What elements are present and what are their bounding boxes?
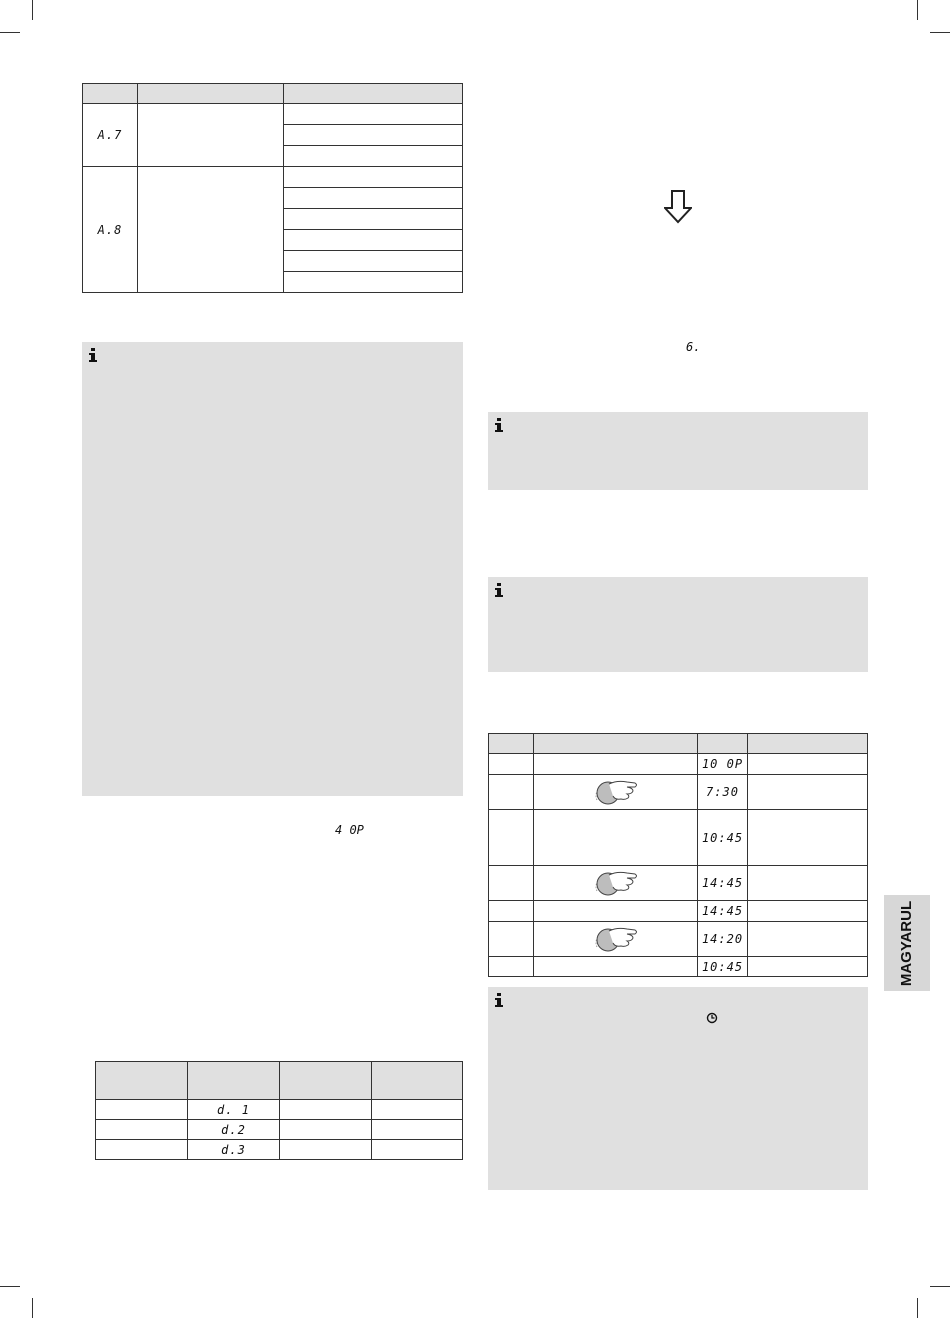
program-table-a	[82, 83, 463, 293]
table-cell	[489, 922, 534, 957]
header-cell	[748, 734, 868, 754]
table-cell	[489, 810, 534, 866]
table-header-row	[83, 84, 463, 104]
table-cell	[284, 146, 463, 167]
table-row	[489, 810, 868, 866]
lcd-time: 14:20	[698, 922, 748, 957]
table-cell	[284, 125, 463, 146]
lcd-time: 14:45	[698, 866, 748, 901]
table-cell	[748, 775, 868, 810]
table-row	[489, 754, 868, 775]
lcd-code: d. 1	[188, 1100, 280, 1120]
header-cell	[534, 734, 698, 754]
table-row	[489, 901, 868, 922]
crop-mark	[32, 0, 33, 20]
table-cell	[284, 230, 463, 251]
lcd-time: 10 0P	[698, 754, 748, 775]
lcd-time: 10:45	[698, 957, 748, 977]
table-cell	[489, 775, 534, 810]
table-cell	[280, 1100, 372, 1120]
table-cell	[284, 104, 463, 125]
header-cell	[138, 84, 284, 104]
lcd-code: d.3	[188, 1140, 280, 1160]
header-cell	[96, 1062, 188, 1100]
table-cell	[280, 1140, 372, 1160]
table-cell	[489, 866, 534, 901]
table-cell	[489, 957, 534, 977]
table-cell	[372, 1100, 463, 1120]
header-cell	[284, 84, 463, 104]
crop-mark	[0, 32, 20, 33]
lcd-code-off: 4 0P	[335, 823, 364, 837]
crop-mark	[930, 1286, 950, 1287]
header-cell	[372, 1062, 463, 1100]
table-cell	[748, 957, 868, 977]
language-side-tab	[884, 895, 930, 991]
crop-mark	[32, 1298, 33, 1318]
table-cell	[748, 866, 868, 901]
header-cell	[280, 1062, 372, 1100]
table-cell	[284, 167, 463, 188]
crop-mark	[917, 1298, 918, 1318]
lcd-code-step: 6.	[686, 340, 701, 354]
table-cell	[489, 754, 534, 775]
crop-mark	[0, 1286, 20, 1287]
table-cell	[372, 1120, 463, 1140]
info-note-box	[82, 342, 463, 796]
table-cell	[96, 1140, 188, 1160]
table-cell	[489, 901, 534, 922]
info-icon	[88, 348, 98, 362]
lcd-time: 10:45	[698, 810, 748, 866]
lcd-code: A.8	[83, 167, 138, 293]
table-cell	[372, 1140, 463, 1160]
down-arrow-icon	[664, 190, 692, 224]
language-label: MAGYARUL	[898, 900, 916, 986]
table-cell	[284, 251, 463, 272]
lcd-code: A.7	[83, 104, 138, 167]
info-icon	[494, 583, 504, 597]
hand-knob-icon	[593, 925, 639, 953]
knob-cell	[534, 775, 698, 810]
table-row	[489, 866, 868, 901]
table-row	[96, 1140, 463, 1160]
timer-table	[488, 733, 868, 977]
program-table-d	[95, 1061, 463, 1160]
table-cell	[96, 1120, 188, 1140]
table-header-row	[489, 734, 868, 754]
table-cell	[280, 1120, 372, 1140]
table-row	[83, 167, 463, 188]
table-header-row	[96, 1062, 463, 1100]
table-cell	[138, 167, 284, 293]
info-icon	[494, 993, 504, 1007]
table-row	[83, 104, 463, 125]
table-row	[96, 1100, 463, 1120]
hand-knob-icon	[593, 869, 639, 897]
table-cell	[284, 272, 463, 293]
table-cell	[534, 754, 698, 775]
crop-mark	[930, 32, 950, 33]
table-row	[489, 775, 868, 810]
info-note-box	[488, 987, 868, 1190]
info-icon	[494, 418, 504, 432]
header-cell	[698, 734, 748, 754]
lcd-code: d.2	[188, 1120, 280, 1140]
table-row	[489, 957, 868, 977]
hand-knob-icon	[593, 778, 639, 806]
lcd-time: 7:30	[698, 775, 748, 810]
table-cell	[96, 1100, 188, 1120]
table-cell	[534, 957, 698, 977]
table-cell	[748, 754, 868, 775]
table-cell	[138, 104, 284, 167]
knob-cell	[534, 922, 698, 957]
clock-icon	[706, 1012, 718, 1024]
table-cell	[748, 901, 868, 922]
table-cell	[534, 901, 698, 922]
crop-mark	[917, 0, 918, 20]
header-cell	[188, 1062, 280, 1100]
table-cell	[748, 922, 868, 957]
header-cell	[489, 734, 534, 754]
table-cell	[284, 209, 463, 230]
table-row	[489, 922, 868, 957]
table-cell	[748, 810, 868, 866]
table-cell	[284, 188, 463, 209]
table-cell	[534, 810, 698, 866]
lcd-time: 14:45	[698, 901, 748, 922]
info-note-box	[488, 412, 868, 490]
info-note-box	[488, 577, 868, 672]
knob-cell	[534, 866, 698, 901]
header-cell	[83, 84, 138, 104]
table-row	[96, 1120, 463, 1140]
